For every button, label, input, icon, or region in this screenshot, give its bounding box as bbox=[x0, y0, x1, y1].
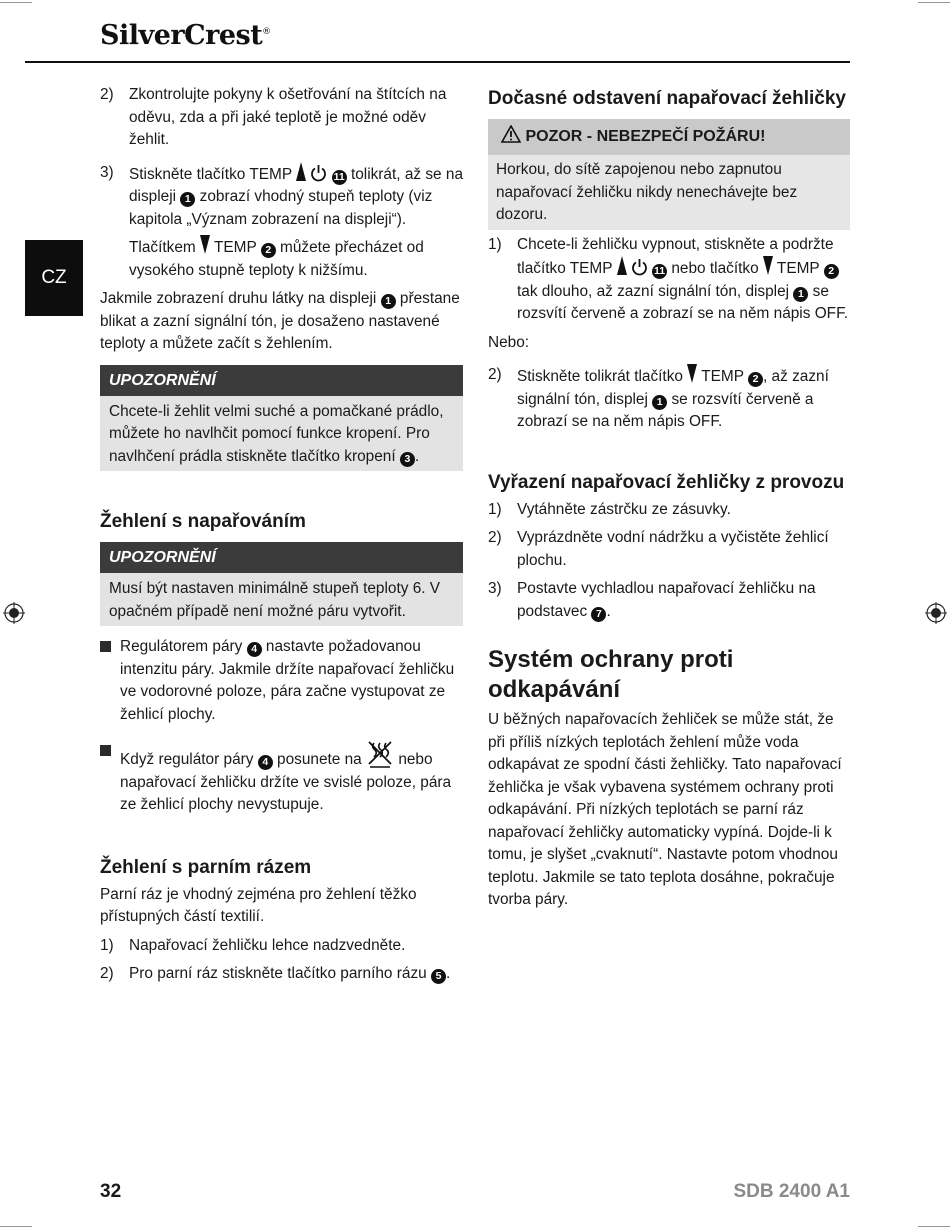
power-icon bbox=[631, 258, 648, 276]
list-text: Zkontrolujte pokyny k ošetřování na štítcích na oděvu, zda a při jaké teplotě je možné oděv žehlit. bbox=[129, 86, 447, 148]
callout-number: 2 bbox=[261, 243, 276, 258]
warning-title bbox=[488, 119, 850, 155]
callout-number: 11 bbox=[333, 170, 345, 183]
bullet-text: nastavte požadovanou intenzitu páry. Jakmile držíte napařovací žehličku ve vodorovné poloze, pára začne vystupovat ze žehlicí plochy. bbox=[120, 638, 455, 723]
list-item bbox=[100, 935, 463, 958]
language-tab: CZ bbox=[25, 240, 83, 316]
list-text: tolikrát, až se na displeji bbox=[129, 165, 464, 205]
list-text: , až zazní signální tón, displej bbox=[517, 368, 829, 408]
list-text: Vytáhněte zástrčku ze zásuvky. bbox=[517, 500, 731, 518]
no-steam-icon bbox=[366, 740, 394, 770]
list-number: 1) bbox=[488, 500, 502, 518]
temp-up-icon bbox=[617, 256, 627, 275]
bullet-text: posunete na bbox=[277, 751, 362, 768]
list-number: 2) bbox=[488, 529, 502, 546]
callout-number: 4 bbox=[258, 755, 273, 770]
callout-number: 2 bbox=[824, 264, 839, 279]
crop-mark bbox=[918, 2, 950, 3]
list-number: 3) bbox=[488, 580, 502, 597]
callout-number: 1 bbox=[793, 287, 808, 302]
bullet-square-icon bbox=[100, 745, 111, 756]
paragraph: Nebo: bbox=[488, 333, 530, 351]
header-rule bbox=[25, 61, 850, 63]
paragraph: Parní ráz je vhodný zejména pro žehlení těžko přístupných částí textilií. bbox=[100, 885, 417, 925]
brand-mark: ® bbox=[262, 27, 271, 37]
list-text: zobrazí vhodný stupeň teploty (viz kapitola „Význam zobrazení na displeji“). bbox=[129, 188, 433, 228]
callout-number: 1 bbox=[180, 192, 195, 207]
note-box bbox=[100, 542, 463, 626]
note-text: Chcete-li žehlit velmi suché a pomačkané prádlo, můžete ho navlhčit pomocí funkce kropení. Pro navlhčení prádla stiskněte tlačítko kropení bbox=[109, 402, 444, 465]
paragraph: U běžných napařovacích žehliček se může stát, že při příliš nízkých teplotách žehlení může voda odkapávat ze spodní části žehličky. Tato napařovací žehlička je však vybavena systémem ochrany proti odkapávání. Při nízkých teplotách se parní ráz napařovací žehličky automaticky vypíná. Dojde-li k tomu, je slyšet „cvaknutí“. Nastavte potom vhodnou teplotu. Jakmile se tato teplota dosáhne, pokračuje tvorba páry. bbox=[488, 711, 842, 908]
bullet-text: Když regulátor páry bbox=[120, 751, 254, 768]
list-number: 1) bbox=[100, 936, 114, 954]
temp-up-icon bbox=[296, 162, 306, 181]
note-body: Musí být nastaven minimálně stupeň teploty 6. V opačném případě není možné páru vytvořit. bbox=[100, 573, 463, 626]
list-subparagraph bbox=[129, 235, 463, 282]
list-number: 3) bbox=[100, 163, 114, 181]
list-text: se rozsvítí červeně a zobrazí se na něm nápis OFF. bbox=[517, 390, 814, 430]
list-text: můžete přecházet od vysokého stupně teploty k nižšímu. bbox=[129, 239, 424, 279]
list-text: nebo tlačítko bbox=[671, 260, 759, 277]
bullet-text: Regulátorem páry bbox=[120, 638, 243, 655]
paragraph bbox=[100, 288, 463, 356]
model-number: SDB 2400 A1 bbox=[733, 1181, 850, 1202]
temp-down-icon bbox=[763, 256, 773, 275]
warning-box bbox=[488, 119, 850, 230]
list-number: 1) bbox=[488, 235, 502, 253]
section-heading: Dočasné odstavení napařovací žehličky bbox=[488, 88, 846, 109]
list-item: 2) Pro parní ráz stiskněte tlačítko parního rázu 5 . bbox=[100, 963, 463, 986]
list-text: Tlačítkem bbox=[129, 239, 196, 256]
crop-mark bbox=[0, 1226, 32, 1227]
list-text: Vyprázdněte vodní nádržku a vyčistěte žehlicí plochu. bbox=[517, 529, 829, 569]
bullet-square-icon bbox=[100, 641, 111, 652]
section-heading: Žehlení s parním rázem bbox=[100, 856, 312, 878]
brand-name: SilverCrest bbox=[100, 20, 263, 51]
temp-down-icon bbox=[687, 364, 697, 383]
list-item bbox=[100, 84, 463, 152]
registration-mark-icon bbox=[3, 602, 25, 624]
list-number: 2) bbox=[488, 366, 502, 383]
crop-mark bbox=[0, 2, 32, 3]
bullet-item bbox=[100, 636, 463, 726]
note-title: UPOZORNĚNÍ bbox=[100, 365, 463, 396]
list-item bbox=[488, 364, 850, 434]
registration-mark-icon bbox=[925, 602, 947, 624]
list-text: Pro parní ráz stiskněte tlačítko parního rázu bbox=[129, 965, 427, 982]
callout-number: 7 bbox=[591, 607, 606, 622]
crop-mark bbox=[918, 1226, 950, 1227]
bullet-item bbox=[100, 740, 463, 817]
list-text: TEMP bbox=[776, 260, 820, 277]
brand-logo bbox=[100, 20, 271, 51]
warning-triangle-icon bbox=[501, 125, 521, 143]
callout-number: 4 bbox=[247, 642, 262, 657]
list-item bbox=[488, 499, 850, 522]
list-text: Chcete-li žehličku vypnout, stiskněte a podržte tlačítko TEMP bbox=[517, 235, 834, 277]
callout-number: 1 bbox=[381, 294, 396, 309]
list-text: tak dlouho, až zazní signální tón, displej bbox=[517, 282, 790, 300]
callout-number: 11 bbox=[654, 265, 666, 277]
page-number: 32 bbox=[100, 1181, 122, 1202]
bullet-text: nebo napařovací žehličku držíte ve svislé poloze, pára ze žehlicí plochy nevystupuje. bbox=[120, 751, 452, 813]
list-text: Stiskněte tlačítko TEMP bbox=[129, 165, 292, 183]
list-item bbox=[488, 234, 850, 326]
paragraph-text: přestane blikat a zazní signální tón, je dosaženo nastavené teploty a můžete začít s žehlením. bbox=[100, 290, 460, 352]
list-item bbox=[488, 527, 850, 572]
section-heading: Žehlení s napařováním bbox=[100, 511, 306, 532]
callout-number: 3 bbox=[400, 452, 415, 467]
temp-down-icon bbox=[200, 235, 210, 254]
note-box bbox=[100, 365, 463, 472]
left-column bbox=[100, 84, 463, 996]
power-icon bbox=[310, 164, 327, 182]
list-number: 2) bbox=[100, 965, 114, 982]
note-body: Chcete-li žehlit velmi suché a pomačkané prádlo, můžete ho navlhčit pomocí funkce kropení. Pro navlhčení prádla stiskněte tlačítko kropení 3 . bbox=[100, 396, 463, 472]
callout-number: 5 bbox=[431, 969, 446, 984]
list-text: TEMP bbox=[701, 368, 744, 385]
note-title: UPOZORNĚNÍ bbox=[100, 542, 463, 573]
section-heading: Systém ochrany proti odkapávání bbox=[488, 646, 734, 703]
list-text: Postavte vychladlou napařovací žehličku na podstavec bbox=[517, 580, 816, 620]
list-text: se rozsvítí červeně a zobrazí se na něm nápis OFF. bbox=[517, 282, 849, 322]
right-column bbox=[488, 84, 850, 912]
callout-number: 1 bbox=[652, 395, 667, 410]
list-number: 2) bbox=[100, 86, 114, 103]
list-item: 3) Postavte vychladlou napařovací žehličku na podstavec 7 . bbox=[488, 580, 816, 620]
paragraph-text: Jakmile zobrazení druhu látky na displeji bbox=[100, 290, 377, 307]
list-text: TEMP bbox=[213, 239, 257, 256]
warning-body: Horkou, do sítě zapojenou nebo zapnutou napařovací žehličku nikdy nenechávejte bez dozoru. bbox=[488, 155, 850, 230]
warning-title-text: POZOR - NEBEZPEČÍ POŽÁRU! bbox=[525, 128, 766, 145]
list-item bbox=[100, 162, 463, 283]
list-text: Stiskněte tolikrát tlačítko bbox=[517, 368, 683, 385]
list-text: Napařovací žehličku lehce nadzvedněte. bbox=[129, 936, 406, 954]
callout-number: 2 bbox=[748, 372, 763, 387]
section-heading: Vyřazení napařovací žehličky z provozu bbox=[488, 471, 845, 493]
